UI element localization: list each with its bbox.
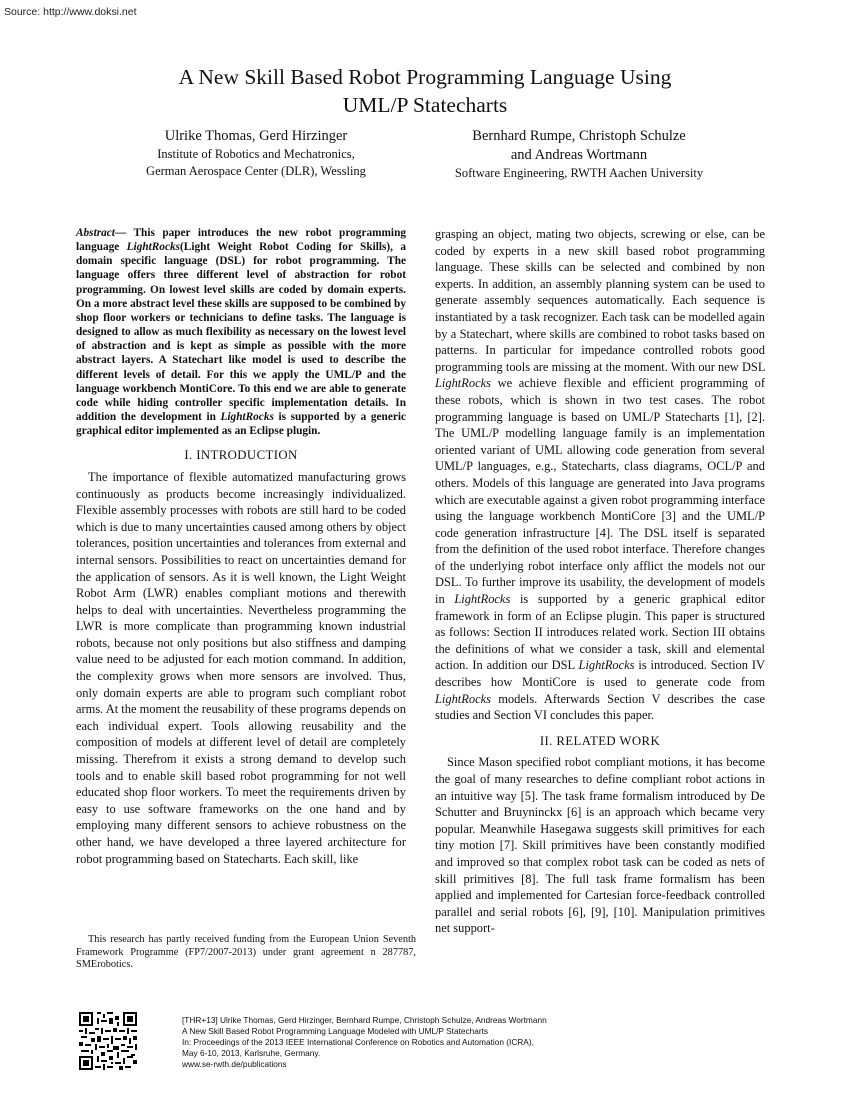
author-block-right xyxy=(426,127,732,182)
section-heading-related-work: II. RELATED WORK xyxy=(539,733,661,748)
intro-cont-text-e: models. Afterwards Section V describes the case studies and Section VI concludes this paper. xyxy=(435,691,765,723)
introduction-continued-paragraph xyxy=(435,226,765,724)
affiliation-left-2: German Aerospace Center (DLR), Wessling xyxy=(146,164,366,178)
citation-line-2: A New Skill Based Robot Programming Language Modeled with UML/P Statecharts xyxy=(182,1026,489,1037)
intro-cont-lightrocks-2: LightRocks xyxy=(454,592,511,607)
intro-cont-text-a: grasping an object, mating two objects, screwing or else, can be coded by experts in a new skill based robot programming language. These skills can be selected and combined by non experts. In addition, an assembly planning system can be used to generate assembly sequences automatically. Each sequence is instantiated by a task recognizer. Each task can be modelled again by a Statechart, where skills are combined to robot tasks based on patterns. In particular for impedance controlled robots good programming tools are missing at the moment. With our new DSL xyxy=(435,227,765,374)
section-heading-introduction: I. INTRODUCTION xyxy=(184,448,298,463)
citation-line-1: [THR+13] Ulrike Thomas, Gerd Hirzinger, Bernhard Rumpe, Christoph Schulze, Andreas Wortmann xyxy=(182,1015,547,1025)
paper-title xyxy=(100,63,750,119)
abstract-lead: Abstract xyxy=(76,227,115,239)
intro-cont-lightrocks-4: LightRocks xyxy=(435,691,491,706)
left-column xyxy=(76,226,406,867)
intro-cont-lightrocks-1: LightRocks xyxy=(435,376,491,391)
intro-cont-text-c: is supported by a generic graphical editor framework in form of an Eclipse plugin. This paper is structured as follows: Section II introduces related work. Section III obtains the definitions of what we consider a task, skill and elemental action. In addition our DSL xyxy=(435,592,765,673)
qr-code-icon xyxy=(79,1012,137,1070)
title-line-1: A New Skill Based Robot Programming Language Using xyxy=(178,65,672,89)
title-line-2: UML/P Statecharts xyxy=(342,93,508,117)
abstract-dash: — xyxy=(114,227,134,239)
author-names-right-1: Bernhard Rumpe, Christoph Schulze xyxy=(472,128,686,144)
citation-block xyxy=(182,1015,547,1070)
abstract xyxy=(76,226,406,438)
intro-cont-text-d: is introduced. Section IV describes how MontiCore is used to generate code from xyxy=(435,658,765,690)
affiliation-right: Software Engineering, RWTH Aachen University xyxy=(454,166,704,180)
intro-cont-lightrocks-3: LightRocks xyxy=(578,658,635,673)
affiliation-left-1: Institute of Robotics and Mechatronics, xyxy=(157,147,355,161)
author-names-right-2: and Andreas Wortmann xyxy=(510,147,648,163)
citation-line-5[interactable]: www.se-rwth.de/publications xyxy=(182,1059,287,1070)
introduction-paragraph: The importance of flexible automatized manufacturing grows continuously as products become increasingly individualized. Flexible assembly processes with robots are still hard to be coded which is due to many uncertainties caused among others by object tolerances, position uncertainties and tolerances from external and internal sensors. Possibilities to react on uncertainties demand for the application of sensors. As it is well known, the Light Weight Robot Arm (LWR) enables compliant motions and therewith helps to deal with uncertainties. Nevertheless programming the LWR is more complicate than programming known industrial robots, because not only positions but also stiffness and damping value need to be adjusted for each motion command. In addition, the complexity grows when more sensors are involved. Thus, only domain experts are able to program such compliant robot arms. At the moment the reusability of these programs depends on each individual expert. Tools allowing reusability and the composition of models at different level of detail are completely missing. Therefrom it exists a strong demand to develop such tools and to enable skill based robot programming for not well educated shop floor workers. To meet the requirements driven by easy to use software frameworks on the one hand and by employing many different sensors to achieve robustness on the other hand, we have developed a three layered architecture for robot programming based on Statecharts. Each skill, like xyxy=(76,469,406,866)
abstract-text-3: is supported by a generic graphical editor implemented as an Eclipse plugin. xyxy=(76,411,407,438)
abstract-text-2: (Light Weight Robot Coding for Skills), a domain specific language (DSL) for robot programming. The language offers three different level of abstraction for robot programming. On lowest level skills are coded by domain experts. On a more abstract level these skills are supposed to be combined by shop floor workers or technicians to define tasks. The language is designed to allow as much flexibility as necessary on the lowest level of abstraction and is kept as simple as possible with the more abstract layers. A Statechart like model is used to describe the different levels of detail. For this we apply the UML/P and the language workbench MontiCore. To this end we are able to generate code while hiding controller specific implementation details. In addition the development in xyxy=(76,241,406,424)
right-column xyxy=(435,226,765,937)
related-work-paragraph: Since Mason specified robot compliant motions, it has become the goal of many researches to define compliant robot actions in an intuitive way [5]. The task frame formalism introduced by De Schutter and Bruyninckx [6] is an approach which became very popular. Meanwhile Hasegawa suggests skill primitives for each tiny motion [7]. Skill primitives have been constantly modified and improved so that complex robot task can be coded as nets of skill primitives [8]. The full task frame formalism has been applied and implemented for Cartesian force-feedback controlled parallel and serial robots [6], [9], [10]. Manipulation primitives net support- xyxy=(435,755,765,936)
citation-line-4: May 6-10, 2013, Karlsruhe, Germany. xyxy=(182,1048,321,1059)
author-block-left xyxy=(118,127,394,180)
funding-footnote: This research has partly received funding from the European Union Seventh Framework Programme (FP7/2007-2013) under grant agreement n 287787, SMErobotics. xyxy=(76,934,416,971)
abstract-lightrocks-2: LightRocks xyxy=(220,411,274,424)
source-label: Source: http://www.doksi.net xyxy=(4,6,137,18)
author-names-left: Ulrike Thomas, Gerd Hirzinger xyxy=(164,128,348,144)
abstract-text-1: This paper introduces the new robot programming language xyxy=(76,227,407,254)
intro-cont-text-b: we achieve flexible and efficient programming of these robots, which is shown in two test cases. The robot programming language is based on UML/P Statecharts [1], [2]. The UML/P modelling language family is an implementation oriented variant of UML allowing code generation from several UML/P languages, e.g., Statecharts, class diagrams, OCL/P and others. Models of this language are generated into Java programs which are executable against a given robot programming interface using the language workbench MontiCore [3] and the UML/P code generation infrastructure [4]. The DSL itself is separated from the definition of the used robot interface. Therefore changes of the underlying robot interface only afflict the models not our DSL. To further improve its usability, the development of models in xyxy=(435,376,765,607)
abstract-lightrocks-1: LightRocks xyxy=(126,241,181,254)
citation-line-3: In: Proceedings of the 2013 IEEE International Conference on Robotics and Automation (ICRA), xyxy=(182,1037,534,1048)
